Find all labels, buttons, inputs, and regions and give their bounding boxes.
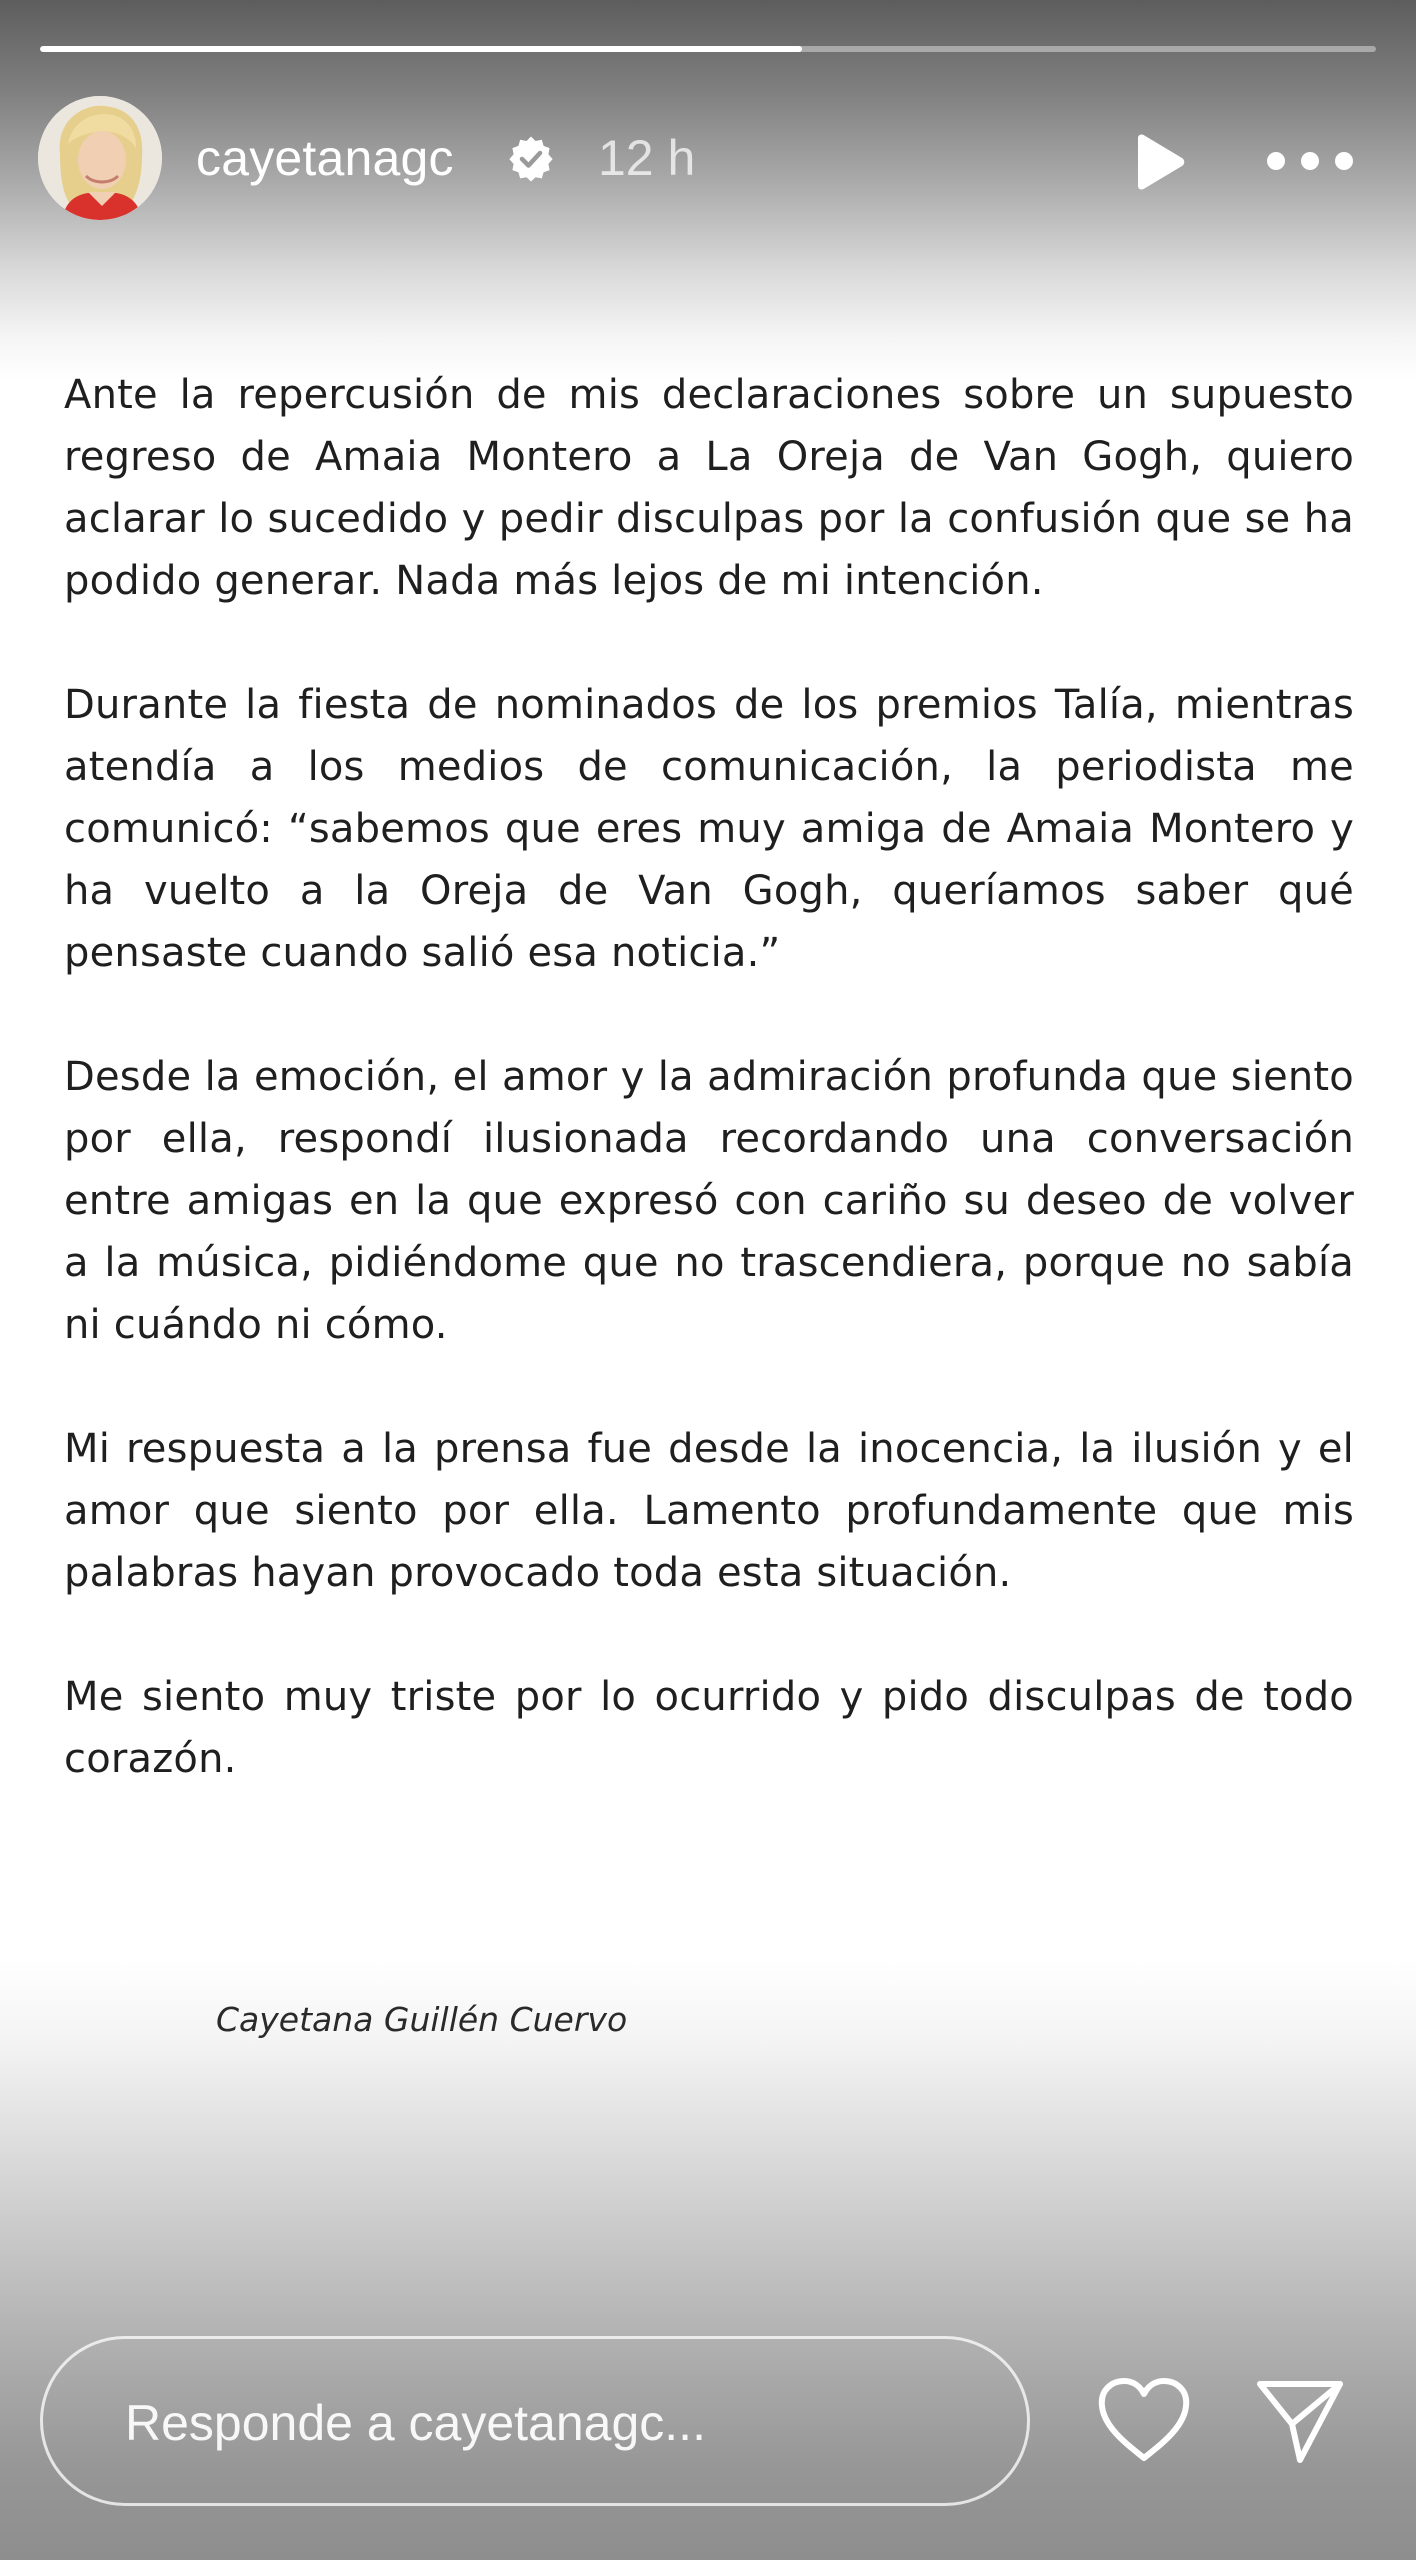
- statement-paragraph-2: Durante la fiesta de nominados de los premios Talía, mientras atendía a los medios de comunicación, la periodista me comunicó: “sabemos que eres muy amiga de Amaia Montero y ha vuelto a la Oreja de Van Gogh, queríamos saber qué pensaste cuando salió esa noticia.”: [64, 682, 1354, 976]
- play-icon[interactable]: [1128, 132, 1188, 192]
- story-header: [38, 96, 1378, 226]
- story-text-content: [64, 364, 1354, 1852]
- post-time: 12 h: [598, 130, 696, 186]
- more-options-icon[interactable]: [1258, 136, 1362, 186]
- statement-paragraph-1: Ante la repercusión de mis declaraciones sobre un supuesto regreso de Amaia Montero a La Oreja de Van Gogh, quiero aclarar lo sucedido y pedir disculpas por la confusión que se ha podido generar. Nada más lejos de mi intención.: [64, 372, 1354, 604]
- story-progress-fill: [40, 46, 802, 52]
- statement-paragraph-3: Desde la emoción, el amor y la admiración profunda que siento por ella, respondí ilusionada recordando una conversación entre amigas en la que expresó con cariño su deseo de volver a la música, pidiéndome que no trascendiera, porque no sabía ni cuándo ni cómo.: [64, 1054, 1354, 1348]
- statement-paragraph-4: Mi respuesta a la prensa fue desde la inocencia, la ilusión y el amor que siento por ella. Lamento profundamente que mis palabras hayan provocado toda esta situación.: [64, 1426, 1354, 1596]
- reply-placeholder: Responde a cayetanagc...: [125, 2395, 706, 2451]
- reply-input[interactable]: [40, 2336, 1030, 2506]
- send-icon[interactable]: [1252, 2372, 1348, 2468]
- signature: Cayetana Guillén Cuervo: [216, 2000, 628, 2039]
- story-progress-track: [40, 46, 1376, 52]
- avatar[interactable]: [38, 96, 162, 220]
- heart-icon[interactable]: [1096, 2376, 1192, 2466]
- verified-badge-icon: [508, 136, 554, 182]
- username[interactable]: cayetanagc: [196, 130, 454, 186]
- statement-paragraph-5: Me siento muy triste por lo ocurrido y pido disculpas de todo corazón.: [64, 1674, 1354, 1782]
